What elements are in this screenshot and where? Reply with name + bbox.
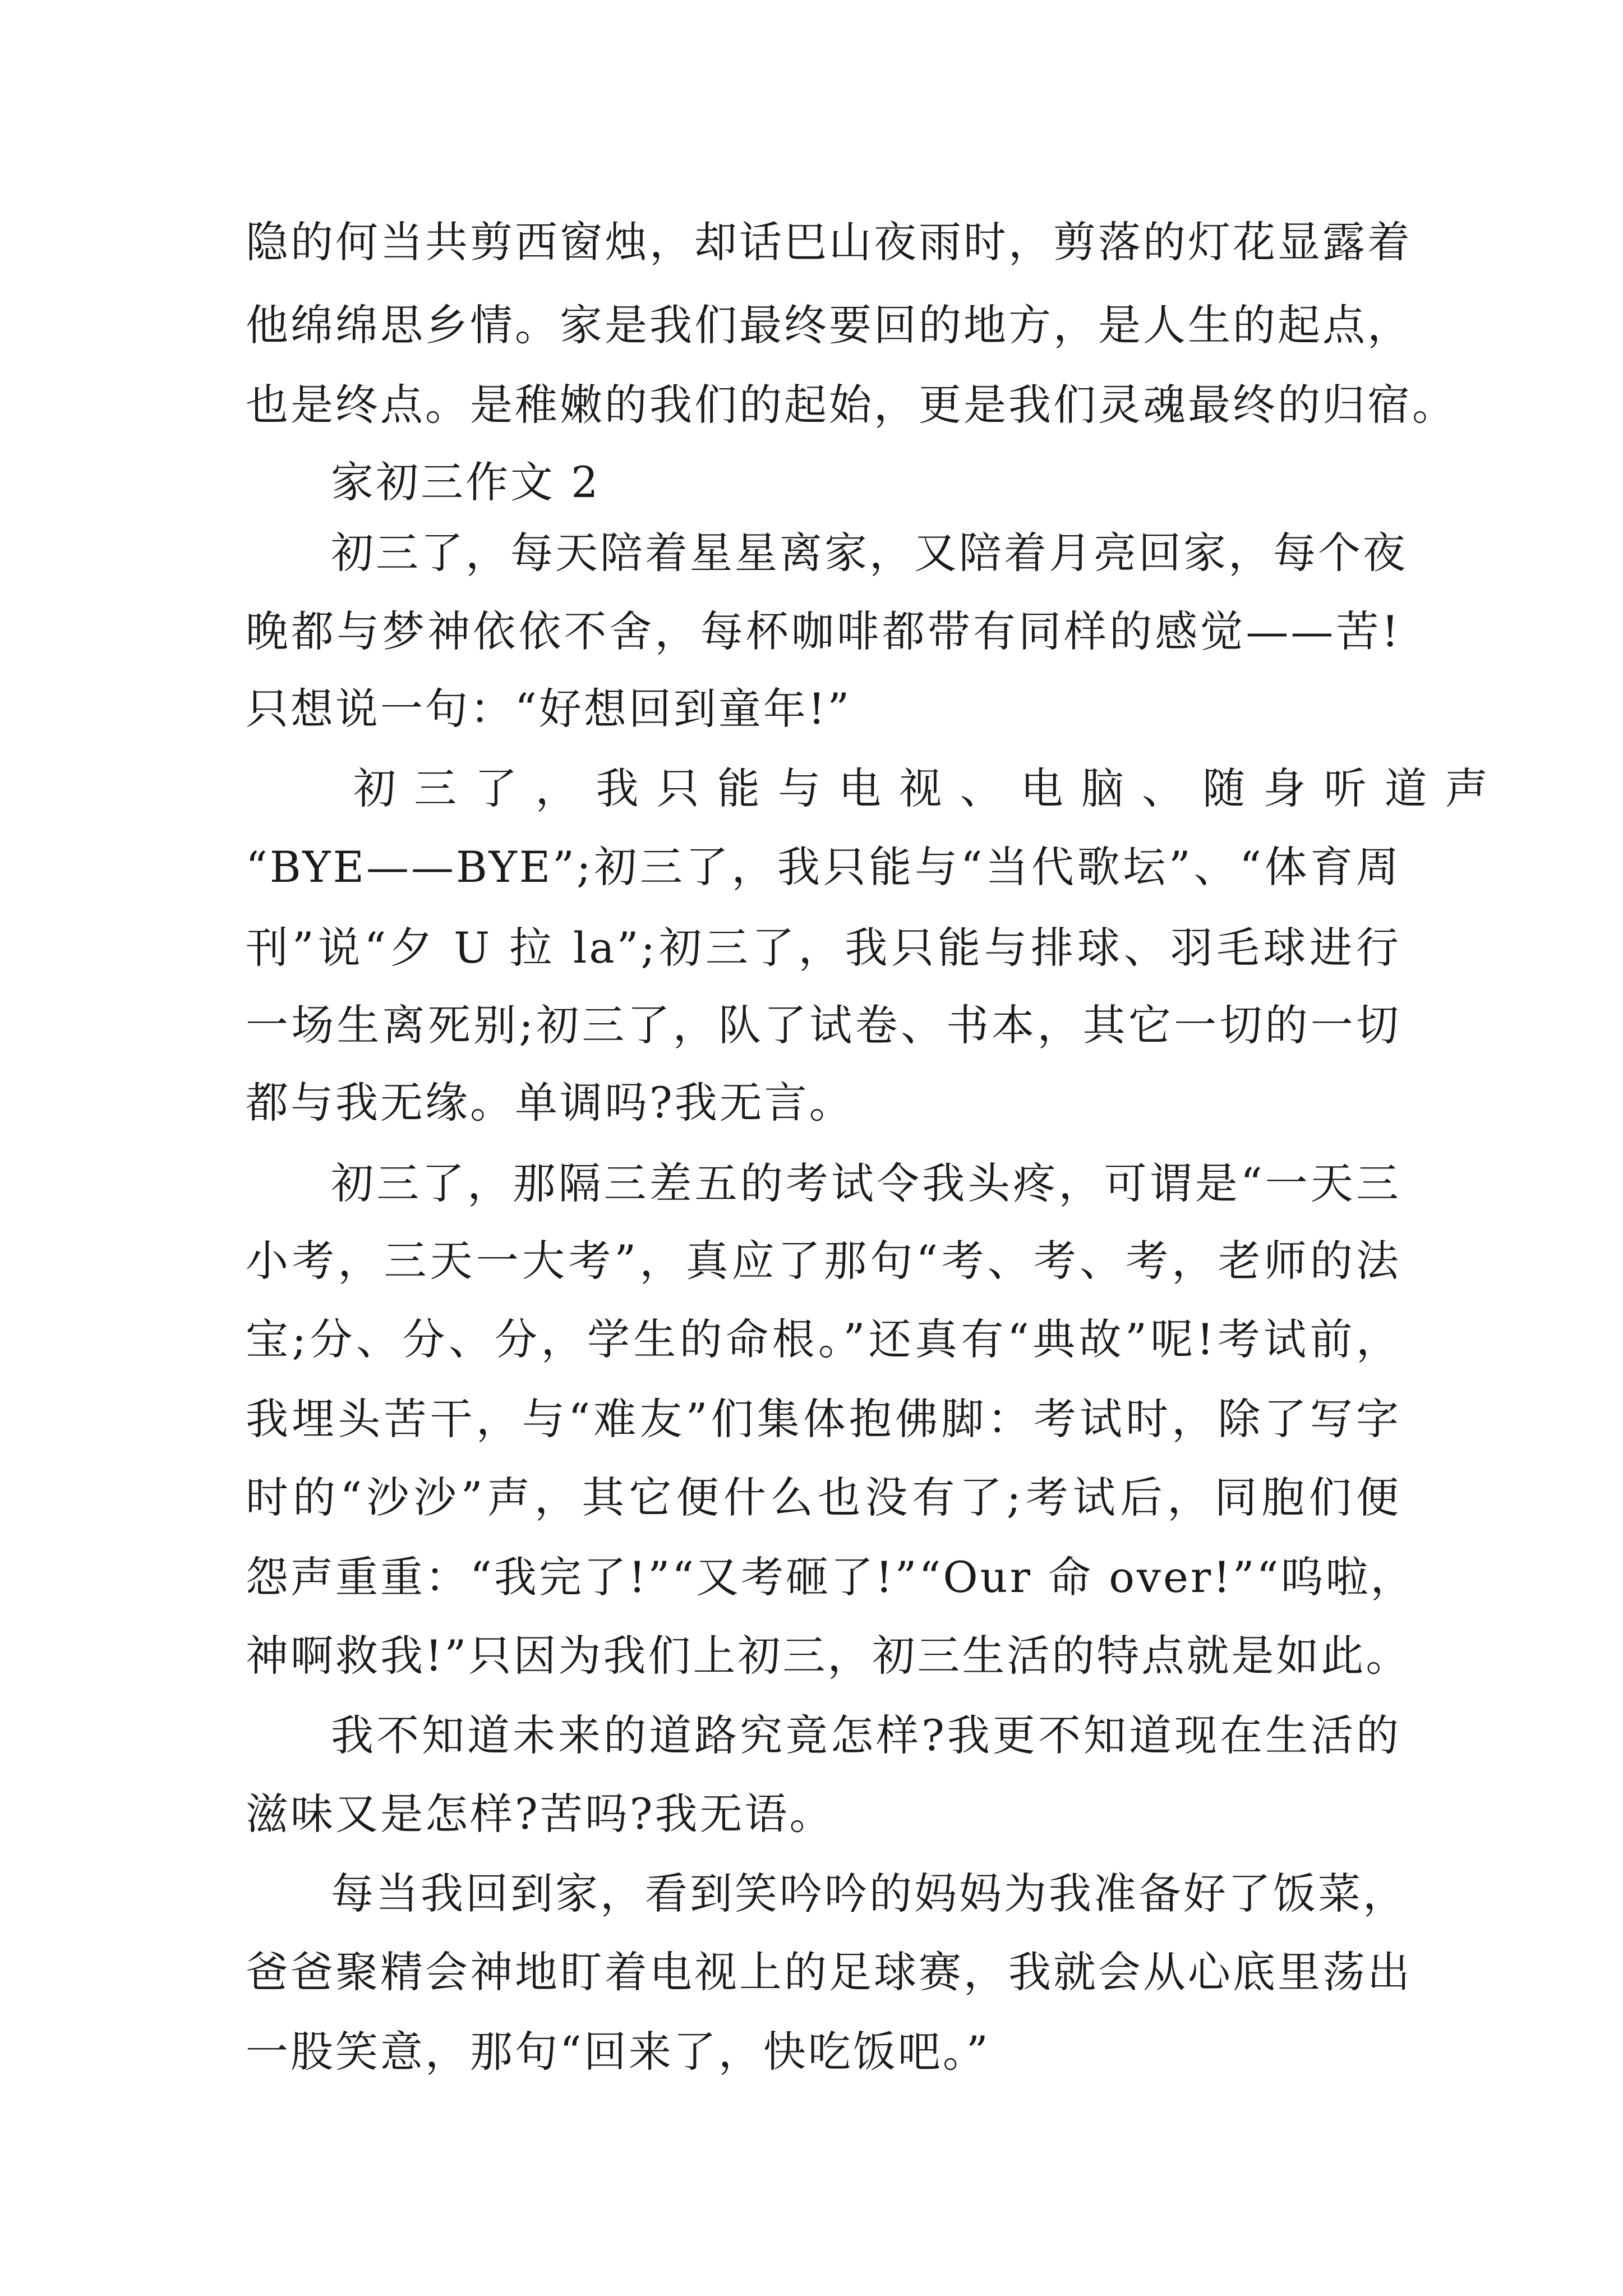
text-line: 宝;分、分、分，学生的命根。”还真有“典故”呢!考试前，	[246, 1314, 1401, 1364]
text-line: 他绵绵思乡情。家是我们最终要回的地方，是人生的起点，	[246, 300, 1412, 350]
text-line: 初三了，那隔三差五的考试令我头疼，可谓是“一天三	[331, 1158, 1401, 1208]
text-line: 滋味又是怎样?苦吗?我无语。	[246, 1789, 834, 1839]
text-line: 初 三 了 ， 我 只 能 与 电 视 、 电 脑 、 随 身 听 道 声	[353, 763, 1490, 813]
text-line: 爸爸聚精会神地盯着电视上的足球赛，我就会从心底里荡出	[246, 1947, 1412, 1997]
text-line: 隐的何当共剪西窗烛，却话巴山夜雨时，剪落的灯花显露着	[246, 217, 1412, 267]
text-line: 都与我无缘。单调吗?我无言。	[246, 1078, 854, 1128]
section-heading: 家初三作文 2	[331, 457, 601, 507]
text-line: 刊”说“夕 U 拉 la”;初三了，我只能与排球、羽毛球进行	[246, 923, 1401, 973]
text-line: 每当我回到家，看到笑吟吟的妈妈为我准备好了饭菜，	[331, 1869, 1408, 1918]
text-line: 时的“沙沙”声，其它便什么也没有了;考试后，同胞们便	[246, 1473, 1401, 1522]
text-line: 也是终点。是稚嫩的我们的起始，更是我们灵魂最终的归宿。	[246, 380, 1457, 430]
text-line: 一股笑意，那句“回来了，快吃饭吧。”	[246, 2027, 990, 2077]
text-line: 神啊救我!”只因为我们上初三，初三生活的特点就是如此。	[246, 1631, 1411, 1681]
text-line: 一场生离死别;初三了，队了试卷、书本，其它一切的一切	[246, 1000, 1401, 1050]
text-line: 我埋头苦干，与“难友”们集体抱佛脚：考试时，除了写字	[246, 1394, 1401, 1444]
text-line: 晚都与梦神依依不舍，每杯咖啡都带有同样的感觉——苦!	[246, 606, 1401, 656]
text-line: 初三了，每天陪着星星离家，又陪着月亮回家，每个夜	[331, 528, 1408, 578]
text-line: “BYE——BYE”;初三了，我只能与“当代歌坛”、“体育周	[246, 842, 1401, 892]
text-line: 怨声重重：“我完了!”“又考砸了!”“Our 命 over!”“呜啦，	[246, 1552, 1415, 1602]
text-line: 我不知道未来的道路究竟怎样?我更不知道现在生活的	[331, 1710, 1401, 1760]
text-line: 只想说一句：“好想回到童年!”	[246, 684, 852, 734]
text-line: 小考，三天一大考”，真应了那句“考、考、考，老师的法	[246, 1236, 1401, 1286]
